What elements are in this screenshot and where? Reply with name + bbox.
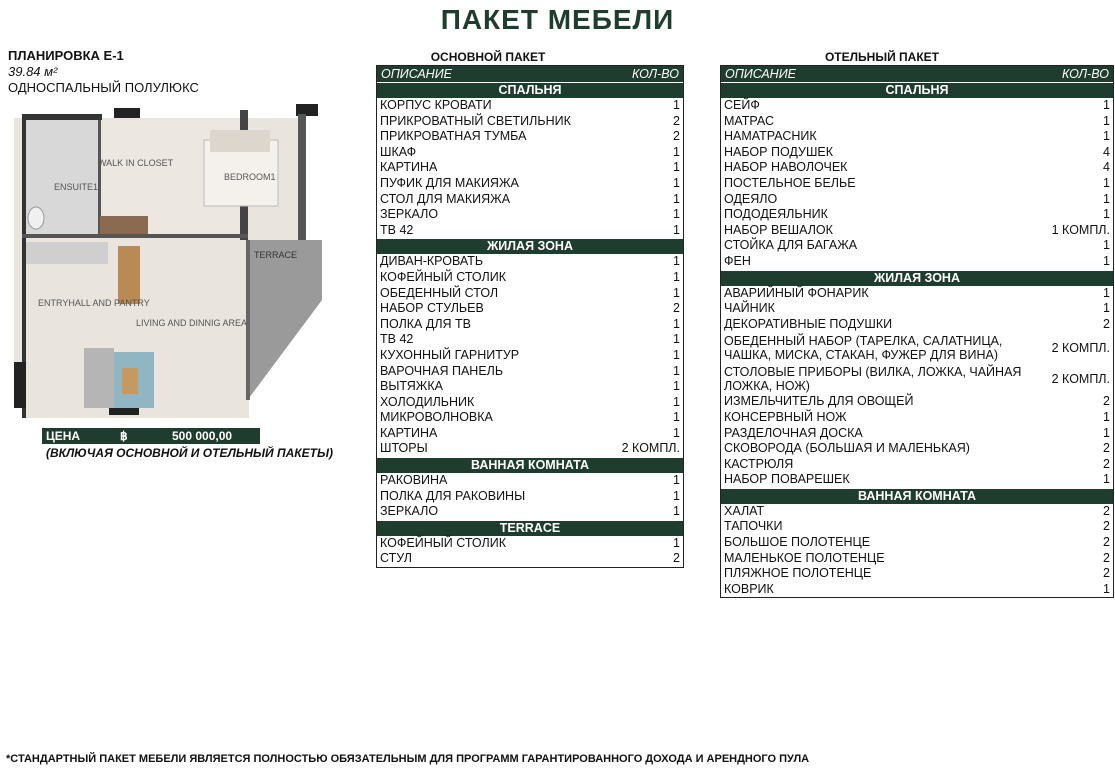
table-row (377, 176, 683, 192)
price-bar (42, 428, 260, 444)
item-quantity: 1 (1103, 129, 1110, 144)
table-row (377, 192, 683, 208)
item-description: ТВ 42 (380, 332, 414, 347)
item-description: ДЕКОРАТИВНЫЕ ПОДУШКИ (724, 316, 893, 331)
table-row (721, 504, 1113, 520)
item-quantity: 2 (1103, 535, 1110, 550)
item-description: КАРТИНА (380, 425, 438, 440)
item-description: ХАЛАТ (724, 503, 765, 518)
item-description: СКОВОРОДА (БОЛЬШАЯ И МАЛЕНЬКАЯ) (724, 441, 970, 456)
table-row (721, 301, 1113, 317)
item-quantity: 1 (1103, 207, 1110, 222)
item-quantity: 1 (673, 363, 680, 378)
section-header: ВАННАЯ КОМНАТА (377, 458, 683, 473)
item-description: ХОЛОДИЛЬНИК (380, 394, 475, 409)
table-row (721, 286, 1113, 302)
item-description: ШТОРЫ (380, 441, 428, 456)
item-description: ЧАЙНИК (724, 301, 775, 316)
item-quantity: 4 (1103, 160, 1110, 175)
col-qty-header: КОЛ-ВО (631, 67, 679, 81)
table-row (377, 504, 683, 520)
table-row (377, 160, 683, 176)
item-quantity: 2 (1103, 441, 1110, 456)
table-row (721, 207, 1113, 223)
table-row (377, 129, 683, 145)
item-description: НАМАТРАСНИК (724, 129, 817, 144)
table-row (721, 551, 1113, 567)
table-row (377, 114, 683, 130)
table-row (377, 254, 683, 270)
price-value: 500 000,00 (172, 429, 233, 443)
item-quantity: 2 (1103, 519, 1110, 534)
room-label-terrace: TERRACE (254, 250, 298, 260)
item-quantity: 1 (673, 285, 680, 300)
item-quantity: 2 (673, 301, 680, 316)
table-row (721, 394, 1113, 410)
item-quantity: 1 (673, 144, 680, 159)
item-description: КОФЕЙНЫЙ СТОЛИК (380, 269, 506, 284)
item-description: СТОЛ ДЛЯ МАКИЯЖА (380, 191, 511, 206)
table-row (377, 270, 683, 286)
item-description: КАРТИНА (380, 160, 438, 175)
item-description: ТВ 42 (380, 222, 414, 237)
item-description: МАЛЕНЬКОЕ ПОЛОТЕНЦЕ (724, 550, 885, 565)
item-quantity: 1 (1103, 581, 1110, 596)
table-row (721, 472, 1113, 488)
hotel-package-title: ОТЕЛЬНЫЙ ПАКЕТ (824, 50, 940, 64)
plan-area: 39.84 м² (8, 64, 58, 79)
price-label: ЦЕНА (46, 429, 81, 443)
col-desc-header: ОПИСАНИЕ (381, 67, 452, 81)
col-desc-header: ОПИСАНИЕ (725, 67, 796, 81)
item-quantity: 2 (1103, 456, 1110, 471)
item-description: НАБОР СТУЛЬЕВ (380, 301, 484, 316)
table-row (721, 254, 1113, 270)
table-row (721, 441, 1113, 457)
table-row (721, 160, 1113, 176)
item-quantity: 1 (673, 160, 680, 175)
table-row (721, 535, 1113, 551)
item-quantity: 2 КОМПЛ. (1051, 340, 1110, 355)
item-description: СТОЙКА ДЛЯ БАГАЖА (724, 238, 858, 253)
item-description: ФЕН (724, 253, 751, 268)
item-quantity: 1 (1103, 175, 1110, 190)
item-quantity: 1 (673, 488, 680, 503)
table-row (721, 114, 1113, 130)
item-quantity: 1 (1103, 191, 1110, 206)
item-description: НАБОР ВЕШАЛОК (724, 222, 833, 237)
item-description: ПОСТЕЛЬНОЕ БЕЛЬЕ (724, 175, 856, 190)
table-row (721, 238, 1113, 254)
table-row (377, 364, 683, 380)
hotel-package-table (720, 65, 1114, 598)
item-description: ЗЕРКАЛО (380, 504, 439, 519)
item-quantity: 1 (673, 410, 680, 425)
item-quantity: 2 (673, 113, 680, 128)
item-description: ПУФИК ДЛЯ МАКИЯЖА (380, 175, 519, 190)
room-label-entryhall: ENTRYHALL AND PANTRY (38, 298, 150, 308)
item-quantity: 1 (1103, 472, 1110, 487)
item-description: ОДЕЯЛО (724, 191, 778, 206)
table-row (377, 317, 683, 333)
table-row (721, 363, 1113, 394)
footer-note: *СТАНДАРТНЫЙ ПАКЕТ МЕБЕЛИ ЯВЛЯЕТСЯ ПОЛНОСТЬЮ ОБЯЗАТЕЛЬНЫМ ДЛЯ ПРОГРАММ ГАРАНТИРОВАННОГО ДОХОДА И АРЕНДНОГО ПУЛА (6, 753, 810, 765)
table-row (377, 98, 683, 114)
table-row (377, 395, 683, 411)
room-label-bedroom: BEDROOM1 (224, 172, 276, 182)
item-description: СЕЙФ (724, 98, 760, 112)
section-header: ЖИЛАЯ ЗОНА (377, 239, 683, 254)
section-header: TERRACE (377, 521, 683, 536)
section-header: ЖИЛАЯ ЗОНА (721, 271, 1113, 286)
table-row (377, 536, 683, 552)
table-row (377, 379, 683, 395)
table-row (721, 192, 1113, 208)
item-description: ЗЕРКАЛО (380, 207, 439, 222)
item-quantity: 1 (673, 222, 680, 237)
item-quantity: 2 (1103, 503, 1110, 518)
item-quantity: 2 КОМПЛ. (621, 441, 680, 456)
item-description: НАБОР ПОДУШЕК (724, 144, 834, 159)
item-description: ТАПОЧКИ (724, 519, 783, 534)
item-description: МИКРОВОЛНОВКА (380, 410, 493, 425)
section-header: ВАННАЯ КОМНАТА (721, 489, 1113, 504)
item-quantity: 1 (673, 269, 680, 284)
item-description: МАТРАС (724, 113, 774, 128)
item-quantity: 1 (673, 425, 680, 440)
item-quantity: 1 (1103, 253, 1110, 268)
item-description: КОРПУС КРОВАТИ (380, 98, 492, 112)
table-row (377, 489, 683, 505)
table-row (721, 223, 1113, 239)
table-row (721, 519, 1113, 535)
item-quantity: 1 (1103, 285, 1110, 300)
price-note: (ВКЛЮЧАЯ ОСНОВНОЙ И ОТЕЛЬНЫЙ ПАКЕТЫ) (46, 446, 333, 460)
item-quantity: 1 (673, 379, 680, 394)
item-quantity: 1 (1103, 238, 1110, 253)
item-description: НАБОР ПОВАРЕШЕК (724, 472, 850, 487)
item-quantity: 4 (1103, 144, 1110, 159)
item-quantity: 1 (673, 504, 680, 519)
item-quantity: 1 (673, 473, 680, 488)
table-row (721, 129, 1113, 145)
table-row (377, 301, 683, 317)
item-description: КОНСЕРВНЫЙ НОЖ (724, 409, 847, 424)
item-quantity: 1 (673, 394, 680, 409)
table-row (377, 551, 683, 567)
item-description: СТОЛОВЫЕ ПРИБОРЫ (ВИЛКА, ЛОЖКА, ЧАЙНАЯ ЛОЖКА, НОЖ) (724, 364, 1022, 393)
item-description: ПРИКРОВАТНАЯ ТУМБА (380, 129, 527, 144)
table-row (721, 145, 1113, 161)
item-description: ВАРОЧНАЯ ПАНЕЛЬ (380, 363, 504, 378)
item-quantity: 1 КОМПЛ. (1051, 222, 1110, 237)
item-quantity: 1 (1103, 409, 1110, 424)
item-quantity: 1 (673, 175, 680, 190)
table-row (721, 410, 1113, 426)
item-quantity: 2 (1103, 316, 1110, 331)
price-currency: ฿ (120, 429, 128, 443)
item-description: ИЗМЕЛЬЧИТЕЛЬ ДЛЯ ОВОЩЕЙ (724, 394, 914, 409)
table-row (377, 348, 683, 364)
col-qty-header: КОЛ-ВО (1061, 67, 1109, 81)
item-description: БОЛЬШОЕ ПОЛОТЕНЦЕ (724, 535, 871, 550)
item-quantity: 1 (673, 347, 680, 362)
item-quantity: 1 (1103, 301, 1110, 316)
item-description: КУХОННЫЙ ГАРНИТУР (380, 347, 520, 362)
table-row (721, 317, 1113, 333)
item-description: ОБЕДЕННЫЙ СТОЛ (380, 285, 499, 300)
item-quantity: 2 (1103, 566, 1110, 581)
item-quantity: 1 (1103, 113, 1110, 128)
item-description: ДИВАН-КРОВАТЬ (380, 254, 484, 269)
table-header (377, 66, 683, 82)
item-quantity: 1 (673, 254, 680, 269)
table-header (721, 66, 1113, 82)
room-label-ensuite: ENSUITE1 (54, 182, 99, 192)
table-row (721, 457, 1113, 473)
item-description: ПОЛКА ДЛЯ ТВ (380, 316, 472, 331)
item-quantity: 2 (1103, 394, 1110, 409)
item-quantity: 2 КОМПЛ. (1051, 371, 1110, 386)
item-description: ПОДОДЕЯЛЬНИК (724, 207, 828, 222)
table-row (721, 582, 1113, 598)
item-description: КАСТРЮЛЯ (724, 456, 794, 471)
section-header: СПАЛЬНЯ (721, 83, 1113, 98)
item-quantity: 1 (673, 191, 680, 206)
plan-type: ОДНОСПАЛЬНЫЙ ПОЛУЛЮКС (8, 80, 199, 95)
item-quantity: 1 (1103, 98, 1110, 112)
table-row (721, 176, 1113, 192)
table-row (377, 207, 683, 223)
item-description: ШКАФ (380, 144, 417, 159)
item-description: ПРИКРОВАТНЫЙ СВЕТИЛЬНИК (380, 113, 571, 128)
table-row (377, 332, 683, 348)
floor-plan (14, 100, 326, 418)
item-description: КОФЕЙНЫЙ СТОЛИК (380, 535, 506, 550)
page-title: ПАКЕТ МЕБЕЛИ (440, 4, 675, 35)
item-quantity: 2 (673, 129, 680, 144)
item-description: АВАРИЙНЫЙ ФОНАРИК (724, 285, 869, 300)
table-row (377, 223, 683, 239)
room-label-living: LIVING AND DINNIG AREA (136, 318, 248, 328)
plan-name: ПЛАНИРОВКА Е-1 (8, 48, 124, 63)
table-row (721, 426, 1113, 442)
section-header: СПАЛЬНЯ (377, 83, 683, 98)
item-description: СТУЛ (380, 551, 412, 566)
table-row (377, 410, 683, 426)
item-quantity: 1 (673, 332, 680, 347)
item-description: КОВРИК (724, 581, 774, 596)
basic-package-title: ОСНОВНОЙ ПАКЕТ (430, 50, 546, 64)
item-description: НАБОР НАВОЛОЧЕК (724, 160, 848, 175)
item-quantity: 1 (673, 207, 680, 222)
table-row (377, 286, 683, 302)
table-row (377, 145, 683, 161)
item-description: РАЗДЕЛОЧНАЯ ДОСКА (724, 425, 863, 440)
item-description: ВЫТЯЖКА (380, 379, 443, 394)
table-row (721, 566, 1113, 582)
item-quantity: 2 (673, 551, 680, 566)
room-label-closet: WALK IN CLOSET (98, 158, 174, 168)
item-description: ОБЕДЕННЫЙ НАБОР (ТАРЕЛКА, САЛАТНИЦА, ЧАШКА, МИСКА, СТАКАН, ФУЖЕР ДЛЯ ВИНА) (724, 333, 1003, 362)
table-row (377, 473, 683, 489)
item-quantity: 1 (673, 316, 680, 331)
item-quantity: 1 (1103, 425, 1110, 440)
item-quantity: 1 (673, 98, 680, 112)
item-description: РАКОВИНА (380, 473, 448, 488)
item-quantity: 1 (673, 535, 680, 550)
table-row (721, 332, 1113, 363)
table-row (377, 426, 683, 442)
item-quantity: 2 (1103, 550, 1110, 565)
table-row (377, 441, 683, 457)
item-description: ПЛЯЖНОЕ ПОЛОТЕНЦЕ (724, 566, 872, 581)
basic-package-table (376, 65, 684, 568)
item-description: ПОЛКА ДЛЯ РАКОВИНЫ (380, 488, 526, 503)
table-row (721, 98, 1113, 114)
